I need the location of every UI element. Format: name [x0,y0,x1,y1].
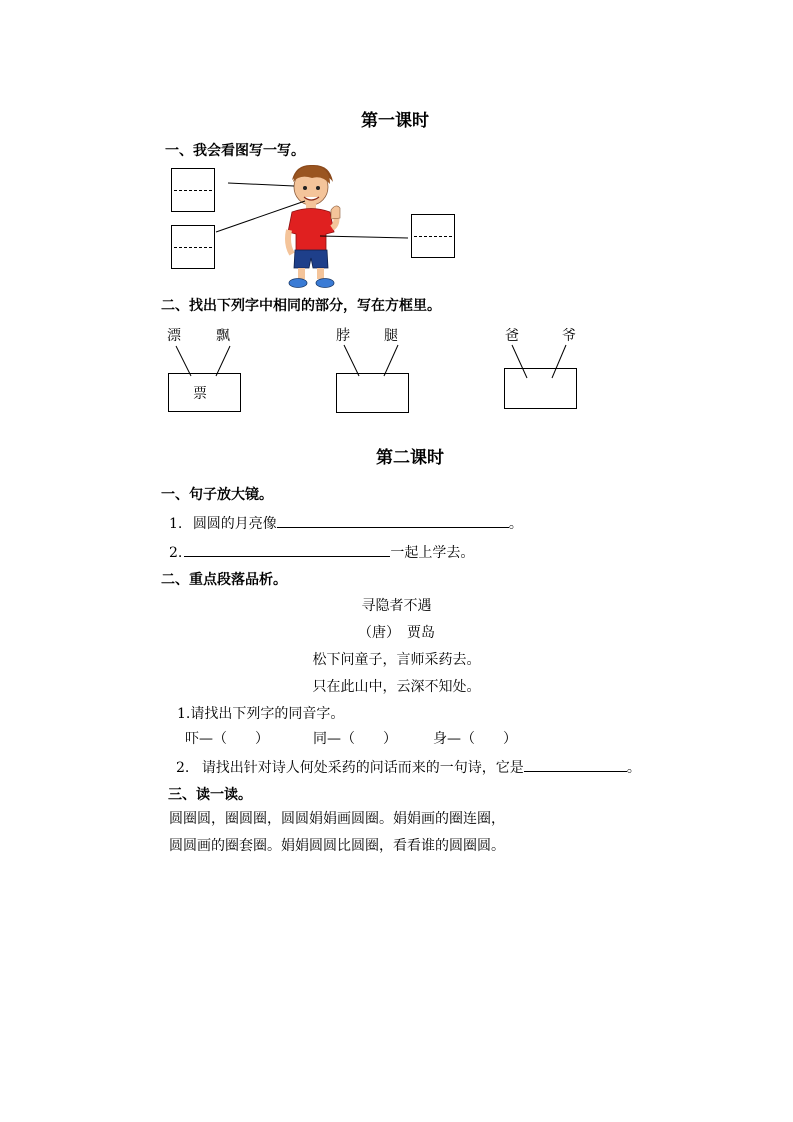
char-right-1: 飘 [216,328,230,344]
poem-line-1: 松下问童子，言师采药去。 [312,652,481,668]
homophone-item-3[interactable] [433,728,517,748]
poem-question-2-text: 请找出针对诗人何处采药的问话而来的一句诗，它是 [201,760,524,776]
reading-line-1: 圆圈圆，圈圆圈，圆圆娟娟画圆圈。娟娟画的圈连圈， [169,811,505,827]
lesson2-title: 第二课时 [376,448,444,468]
poem-author: （唐） 贾岛 [358,625,435,641]
lesson1-title: 第一课时 [361,111,429,131]
sentence-item-2-after: 一起上学去。 [390,545,475,561]
homophone-char-1: 吓— [185,731,213,747]
homophone-paren-3: （ ） [461,731,517,747]
sentence-item-1-after: 。 [508,516,523,532]
char-left-1: 漂 [167,328,181,344]
sentence-item-1-before: 圆圆的月亮像 [192,516,277,532]
lesson2-s3-heading: 三、读一读。 [168,787,252,803]
common-part-answer-1: 票 [193,386,207,402]
char-right-3: 爷 [562,328,576,344]
poem-question-2-end: 。 [626,760,641,776]
sentence-blank-2[interactable] [184,544,390,557]
sentence-item-2 [169,542,474,562]
sentence-item-1-num: 1. [169,516,183,532]
sentence-blank-1[interactable] [277,515,509,528]
poem-question-2-num: 2. [176,760,190,776]
lesson1-q1-heading: 一、我会看图写一写。 [165,143,305,159]
reading-line-2: 圆圆画的圈套圈。娟娟圆圆比圆圈，看看谁的圆圈圆。 [169,838,505,854]
char-right-2: 腿 [384,328,398,344]
lesson1-q2-heading: 二、找出下列字中相同的部分，写在方框里。 [161,298,441,314]
sentence-item-1 [169,513,523,533]
poem-question-2 [176,757,641,777]
homophone-char-3: 身— [433,731,461,747]
char-left-2: 脖 [336,328,350,344]
homophone-item-2[interactable] [313,728,397,748]
lesson2-s1-heading: 一、句子放大镜。 [161,487,273,503]
sentence-item-2-num: 2. [169,545,183,561]
homophone-char-2: 同— [313,731,341,747]
homophone-item-1[interactable] [185,728,269,748]
poem-answer-blank[interactable] [524,759,627,772]
homophone-paren-1: （ ） [213,731,269,747]
lesson2-s2-heading: 二、重点段落品析。 [161,572,287,588]
char-left-3: 爸 [505,328,519,344]
poem-title: 寻隐者不遇 [361,598,432,614]
homophone-question: 1.请找出下列字的同音字。 [177,706,345,722]
poem-line-2: 只在此山中，云深不知处。 [312,679,481,695]
homophone-paren-2: （ ） [341,731,397,747]
